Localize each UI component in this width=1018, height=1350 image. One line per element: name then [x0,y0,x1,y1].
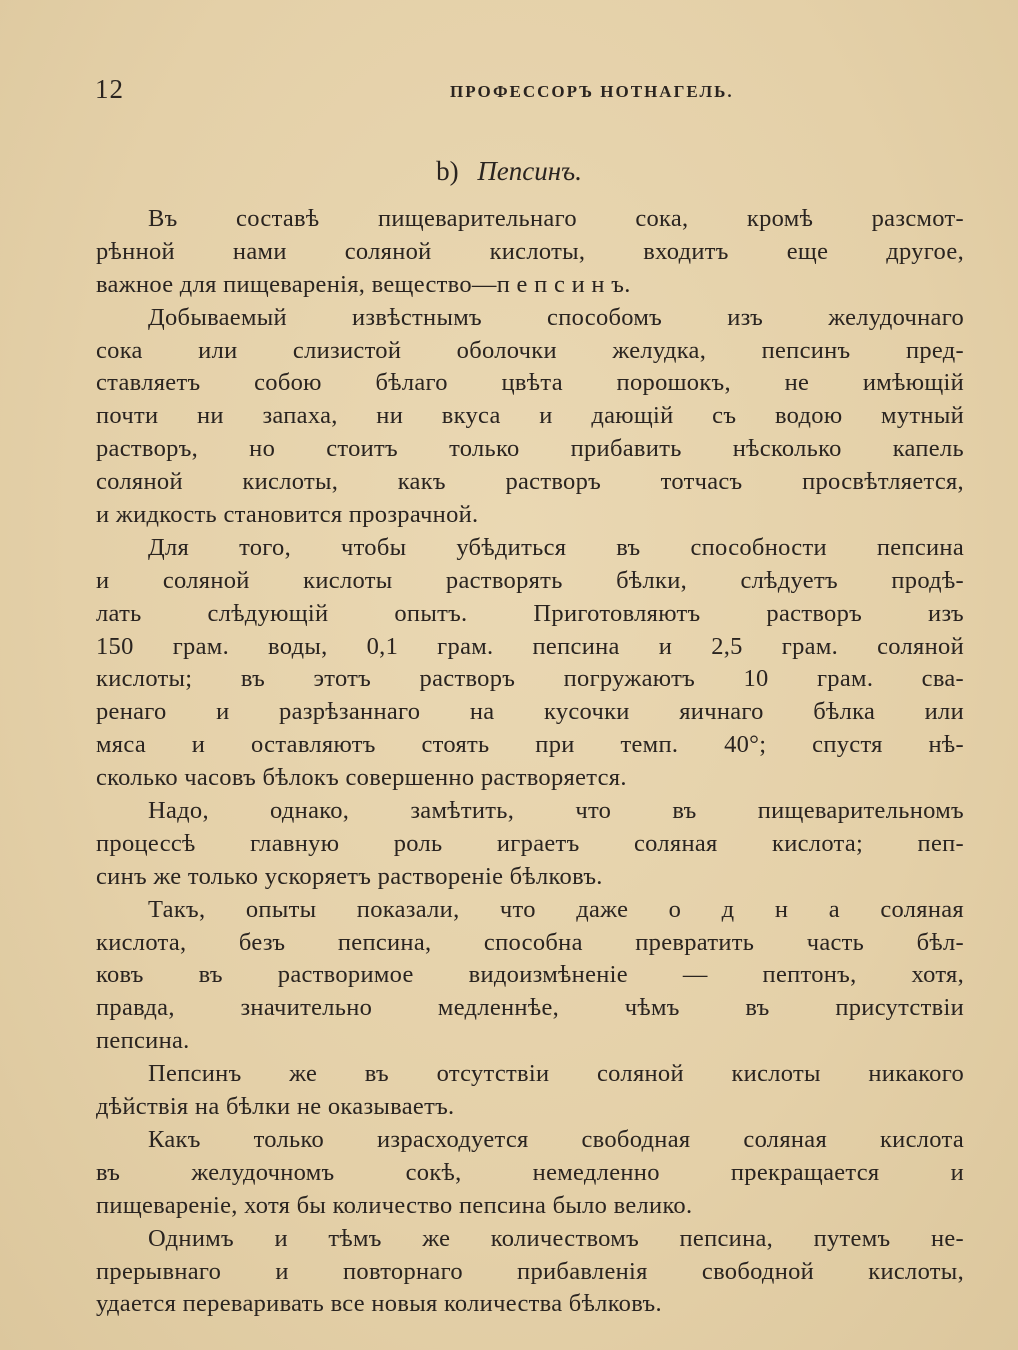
section-heading [0,156,1018,187]
text-line: ренаго и разрѣзаннаго на кусочки яичнаго бѣлка или [96,698,964,726]
text-line: Пепсинъ же въ отсутствіи соляной кислоты никакого [148,1060,964,1088]
paragraph-8 [96,1223,964,1322]
text-line: пищевареніе, хотя бы количество пепсина было велико. [96,1191,693,1219]
text-line: въ желудочномъ сокѣ, немедленно прекращается и [96,1158,964,1186]
text-line: Въ составѣ пищеварительнаго сока, кромѣ разсмот- [148,205,964,232]
text-line: пепсина. [96,1027,190,1055]
text-line: важное для пищеваренія, вещество—п е п с и н ъ. [96,270,631,298]
text-line: ставляетъ собою бѣлаго цвѣта порошокъ, не имѣющій [96,369,964,397]
text-line: лать слѣдующій опытъ. Приготовляютъ растворъ изъ [96,599,964,627]
text-line: сока или слизистой оболочки желудка, пепсинъ пред- [96,336,964,364]
text-line: ковъ въ растворимое видоизмѣненіе — пептонъ, хотя, [96,961,964,989]
page-number: 12 [95,74,124,104]
paragraph-6 [96,1058,964,1124]
section-title: Пепсинъ. [477,156,582,186]
text-line: кислота, безъ пепсина, способна превратить часть бѣл- [96,928,964,956]
text-body [96,203,964,1321]
section-marker: b) [436,156,459,186]
text-line: Какъ только израсходуется свободная соляная кислота [148,1125,964,1153]
text-line: Для того, чтобы убѣдиться въ способности пепсина [148,533,964,561]
text-line: Надо, однако, замѣтить, что въ пищеварительномъ [148,797,964,825]
paragraph-3 [96,532,964,795]
text-line: растворъ, но стоитъ только прибавить нѣсколько капель [96,435,964,463]
text-line: и жидкость становится прозрачной. [96,501,479,529]
text-line: Добываемый извѣстнымъ способомъ изъ желудочнаго [148,303,964,331]
page-header [95,74,965,104]
text-line: мяса и оставляютъ стоять при темп. 40°; спустя нѣ- [96,731,964,759]
text-line: соляной кислоты, какъ растворъ тотчасъ просвѣтляется, [96,468,964,496]
text-line: правда, значительно медленнѣе, чѣмъ въ присутствіи [96,994,964,1022]
text-line: Однимъ и тѣмъ же количествомъ пепсина, путемъ не- [148,1224,964,1252]
text-line: и соляной кислоты растворять бѣлки, слѣдуетъ продѣ- [96,566,964,594]
text-line: синъ же только ускоряетъ раствореніе бѣлковъ. [96,862,603,890]
text-line: кислоты; въ этотъ растворъ погружаютъ 10 грам. сва- [96,665,964,693]
text-line: сколько часовъ бѣлокъ совершенно растворяется. [96,764,627,792]
paragraph-7 [96,1124,964,1223]
paragraph-2 [96,302,964,532]
text-line: Такъ, опыты показали, что даже о д н а соляная [148,895,964,923]
text-line: почти ни запаха, ни вкуса и дающій съ водою мутный [96,402,964,430]
text-line: прерывнаго и повторнаго прибавленія свободной кислоты, [96,1257,964,1285]
text-line: удается переваривать все новыя количества бѣлковъ. [96,1290,662,1318]
paragraph-4 [96,795,964,894]
text-line: рѣнной нами соляной кислоты, входитъ еще другое, [96,237,964,265]
paragraph-5 [96,894,964,1058]
running-head: ПРОФЕССОРЪ НОТНАГЕЛЬ. [450,82,734,101]
paragraph-1 [96,203,964,302]
text-line: процессѣ главную роль играетъ соляная кислота; пеп- [96,829,964,857]
text-line: 150 грам. воды, 0,1 грам. пепсина и 2,5 грам. соляной [96,632,964,660]
text-line: дѣйствія на бѣлки не оказываетъ. [96,1093,455,1121]
